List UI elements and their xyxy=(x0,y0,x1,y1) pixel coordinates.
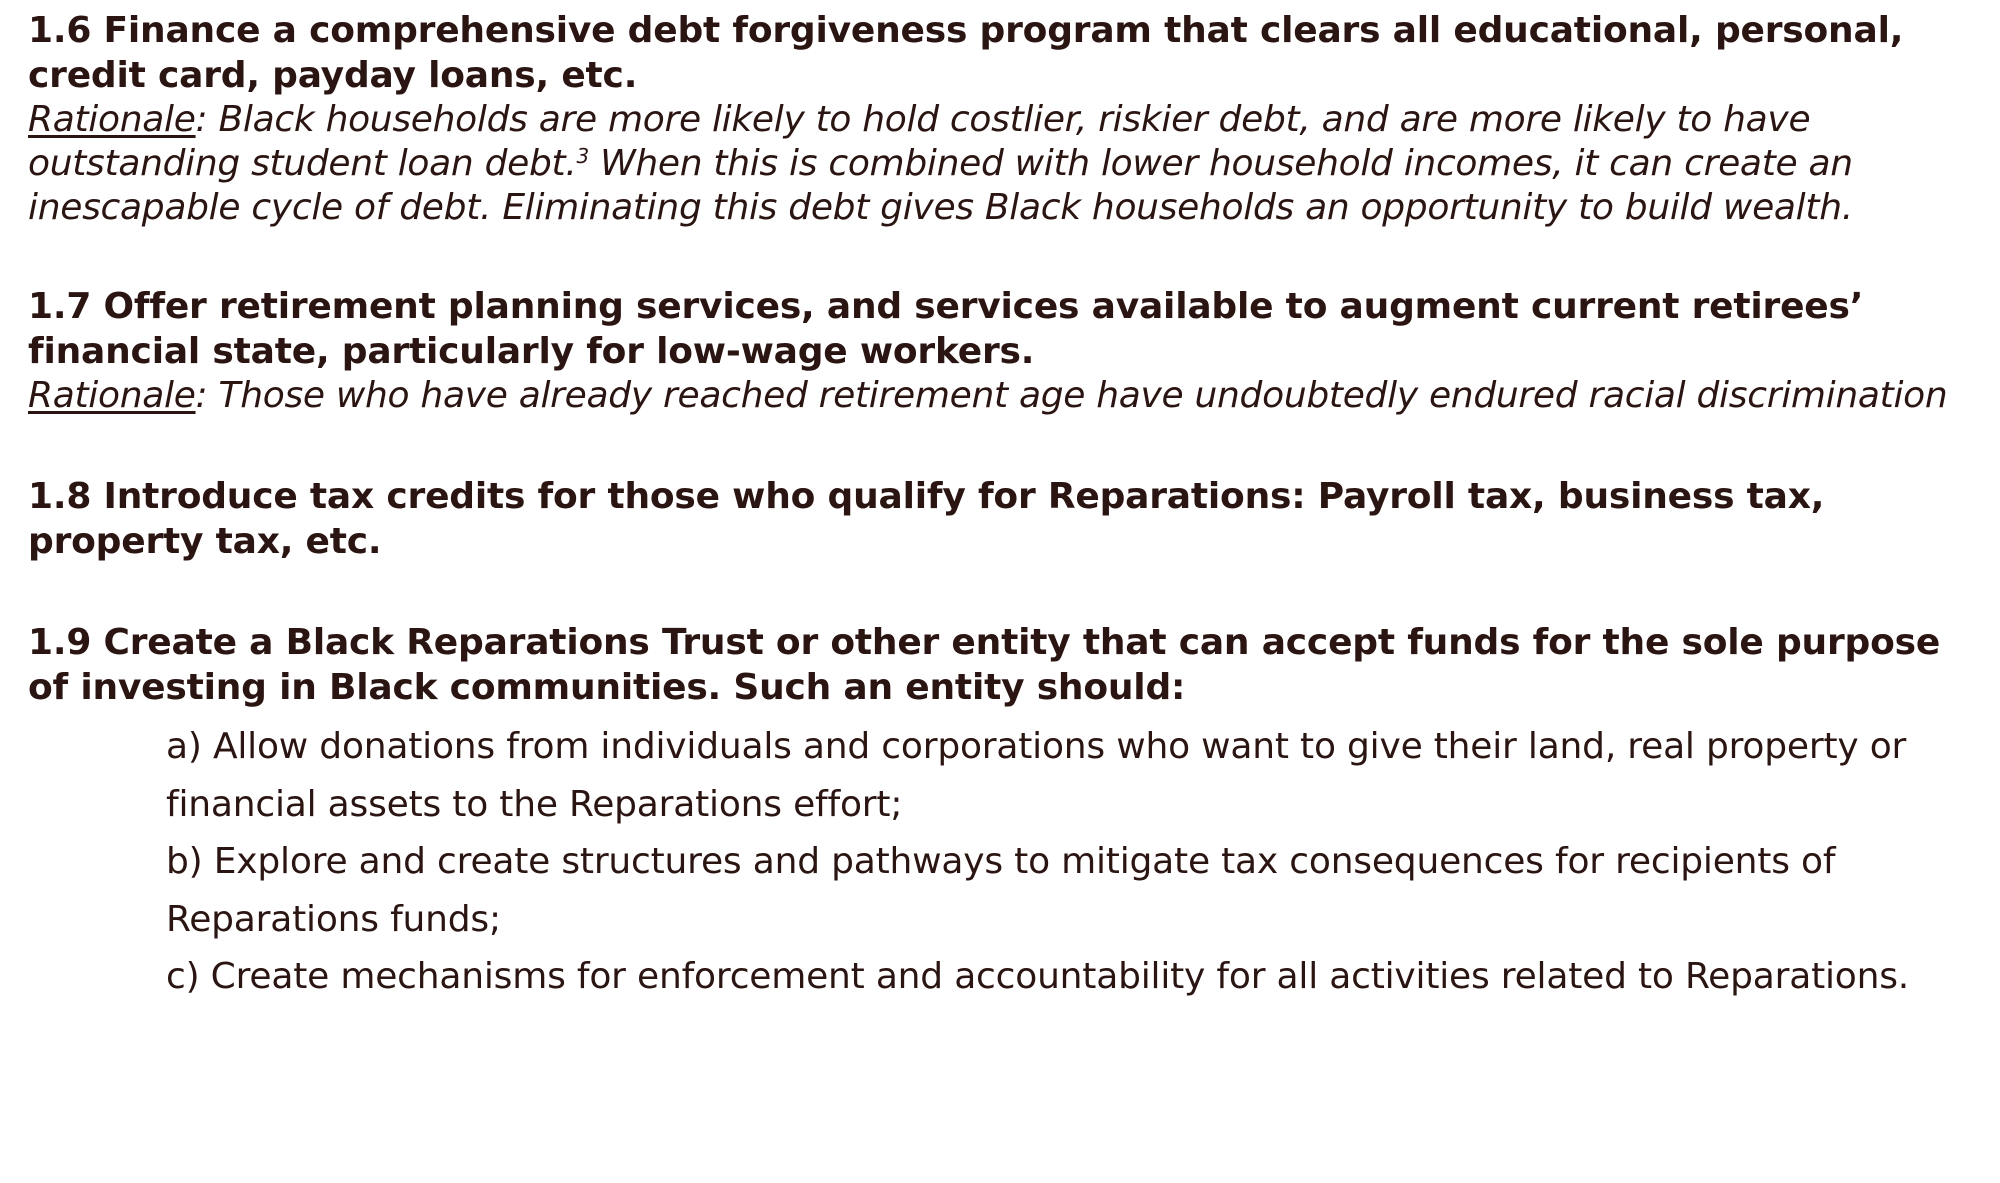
section-1-7 xyxy=(28,284,1978,418)
section-1-6 xyxy=(28,8,1978,230)
rationale-text-continued: When this is combined with lower household incomes, it can create an inescapable cycle of debt. Eliminating this debt gives Black households an opportunity to build wealth. xyxy=(28,143,1853,228)
section-heading: 1.7 Offer retirement planning services, and services available to augment current retirees’ financial state, particularly for low-wage workers. xyxy=(28,286,1864,372)
document-page xyxy=(28,8,1978,1006)
rationale-text: : Black households are more likely to hold costlier, riskier debt, and are more likely to have outstanding student loan debt. xyxy=(28,99,1811,184)
section-heading: 1.9 Create a Black Reparations Trust or other entity that can accept funds for the sole purpose of investing in Black communities. Such an entity should: xyxy=(28,622,1941,708)
section-1-9 xyxy=(28,620,1978,1006)
section-rationale xyxy=(28,374,1978,418)
rationale-label: Rationale xyxy=(28,99,196,140)
section-heading: 1.6 Finance a comprehensive debt forgiveness program that clears all educational, personal, credit card, payday loans, etc. xyxy=(28,10,1904,96)
rationale-text: : Those who have already reached retirement age have undoubtedly endured racial discrimination xyxy=(195,375,1948,416)
list-item: b) Explore and create structures and pathways to mitigate tax consequences for recipients of Reparations funds; xyxy=(166,841,1836,940)
footnote-marker: 3 xyxy=(576,144,589,168)
list-item: a) Allow donations from individuals and corporations who want to give their land, real property or financial assets to the Reparations effort; xyxy=(166,726,1907,825)
section-heading: 1.8 Introduce tax credits for those who qualify for Reparations: Payroll tax, business tax, property tax, etc. xyxy=(28,476,1825,562)
section-rationale xyxy=(28,98,1978,230)
section-1-8 xyxy=(28,474,1978,564)
sub-item-list xyxy=(166,718,1966,1006)
rationale-label: Rationale xyxy=(28,375,196,416)
list-item: c) Create mechanisms for enforcement and accountability for all activities related to Reparations. xyxy=(166,956,1910,997)
